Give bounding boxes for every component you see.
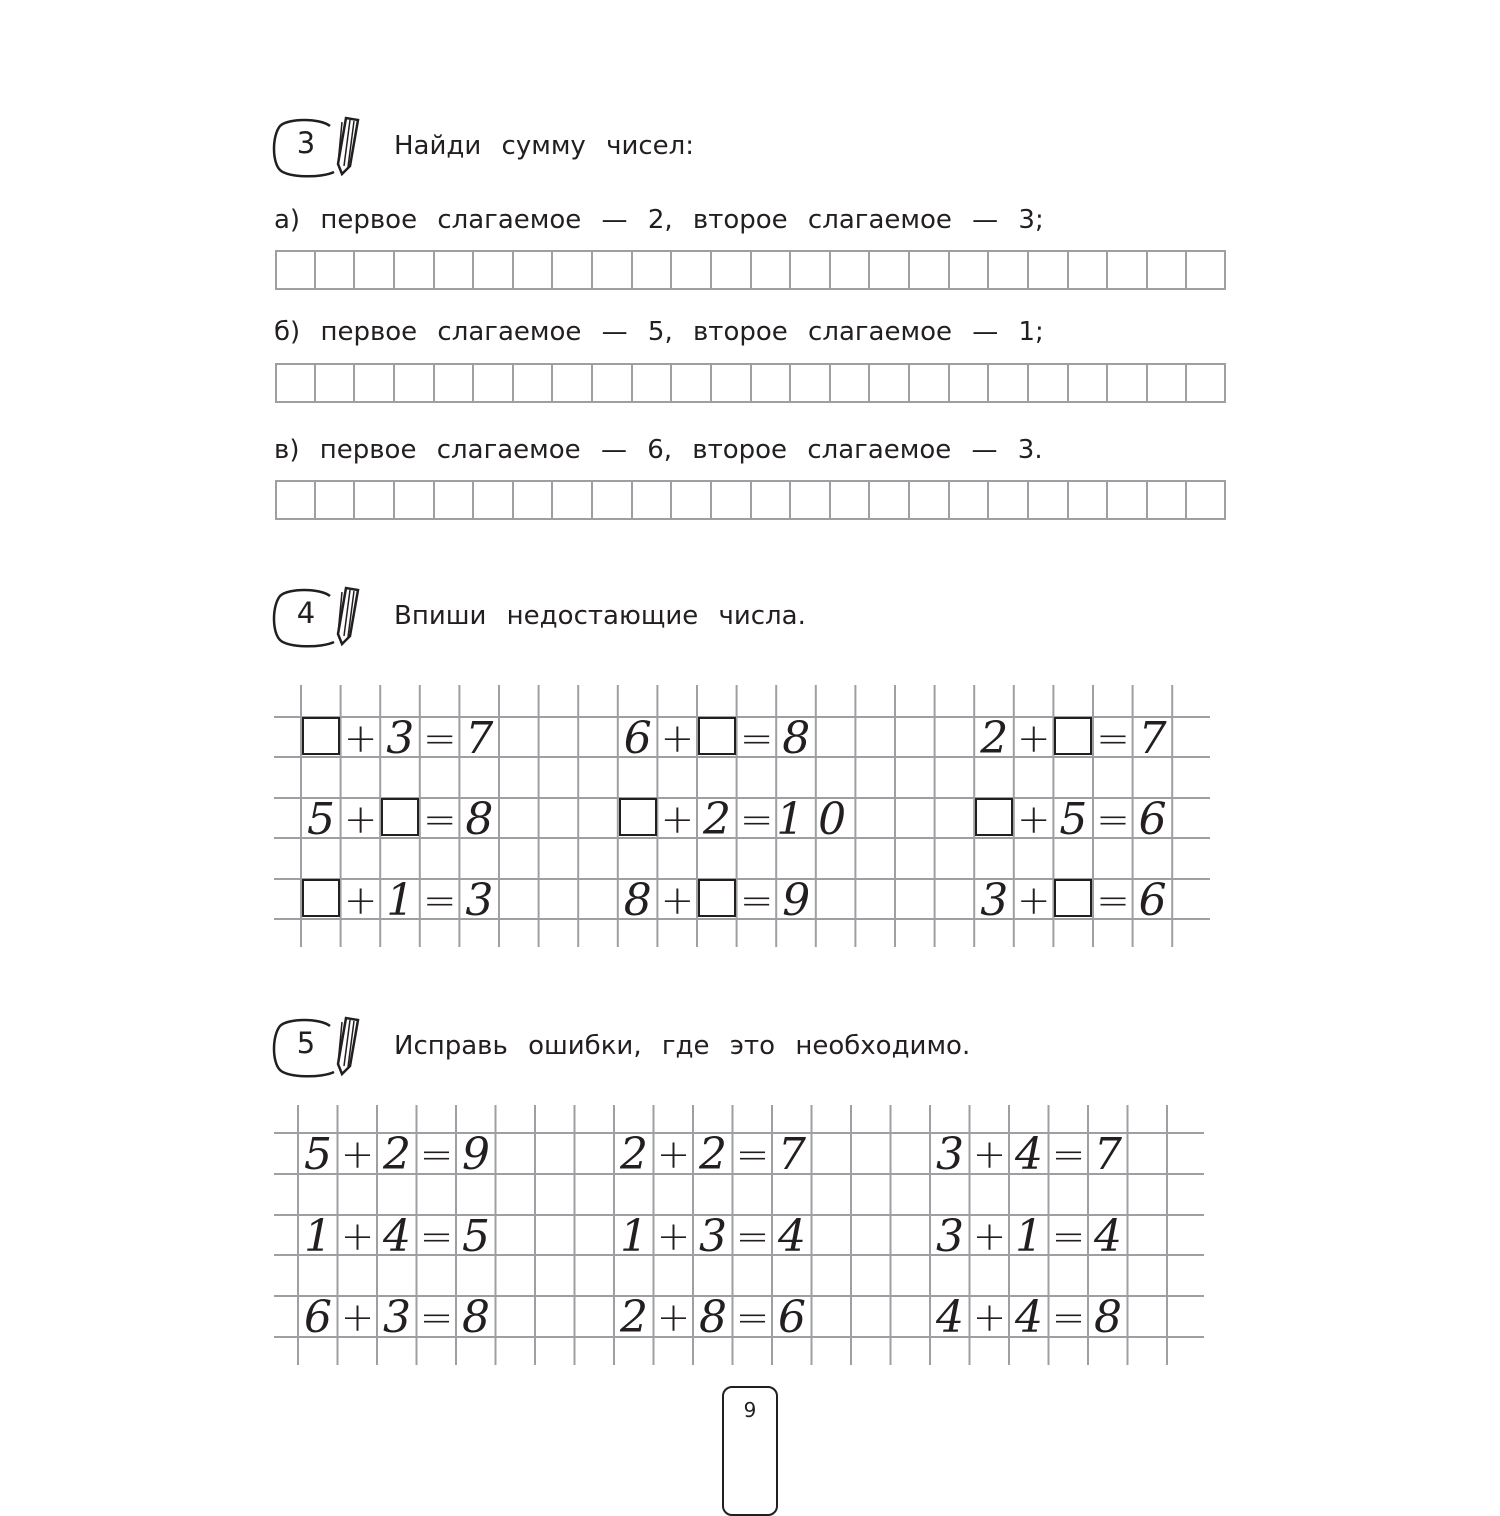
digit: 2 <box>980 713 1009 764</box>
plus-sign: + <box>972 1132 1007 1178</box>
answer-cells-b[interactable] <box>275 363 1226 403</box>
digit: 3 <box>465 875 494 926</box>
equation <box>298 1129 535 1180</box>
digit: 7 <box>1094 1129 1122 1180</box>
equals-sign: = <box>423 716 457 762</box>
plus-sign: + <box>340 1214 375 1260</box>
equation <box>618 875 856 926</box>
task-3-header <box>272 112 1172 184</box>
answer-box[interactable] <box>698 717 736 755</box>
digit: 9 <box>782 875 811 926</box>
plus-sign: + <box>1017 878 1051 924</box>
answer-box[interactable] <box>1054 717 1092 755</box>
task-4-grid <box>274 685 1210 947</box>
digit: 5 <box>307 794 335 845</box>
digit: 2 <box>699 1129 727 1180</box>
plus-sign: + <box>340 1295 375 1341</box>
digit: 4 <box>778 1211 806 1262</box>
equation <box>301 713 539 764</box>
equals-sign: = <box>739 878 774 924</box>
digit: 4 <box>1015 1292 1043 1343</box>
digit: 4 <box>1015 1129 1043 1180</box>
task-3-item-a: а) первое слагаемое — 2, второе слагаемое — 3; <box>274 205 1044 235</box>
equation <box>930 1292 1167 1343</box>
digit: 8 <box>699 1292 727 1343</box>
plus-sign: + <box>972 1214 1007 1260</box>
digit: 4 <box>1094 1211 1122 1262</box>
equals-sign: = <box>1051 1132 1086 1178</box>
digit: 3 <box>699 1211 727 1262</box>
digit: 8 <box>623 875 652 926</box>
task-number: 4 <box>296 596 316 630</box>
equals-sign: = <box>419 1214 454 1260</box>
equation <box>298 1211 535 1262</box>
digit: 6 <box>778 1292 806 1343</box>
digit: 10 <box>776 794 861 845</box>
equals-sign: = <box>735 1132 770 1178</box>
plus-sign: + <box>660 797 695 843</box>
equation <box>930 1211 1167 1262</box>
digit: 6 <box>1138 875 1167 926</box>
answer-box[interactable] <box>619 798 657 836</box>
equation <box>301 794 539 845</box>
page-number-tab <box>722 1386 778 1516</box>
answer-cells-a[interactable] <box>275 250 1226 290</box>
digit: 8 <box>782 713 811 764</box>
equals-sign: = <box>419 1132 454 1178</box>
page-number: 9 <box>743 1398 757 1422</box>
digit: 5 <box>1059 794 1088 845</box>
digit: 3 <box>936 1211 964 1262</box>
digit: 7 <box>778 1129 806 1180</box>
task-title: Исправь ошибки, где это необходимо. <box>394 1031 971 1061</box>
digit: 6 <box>1138 794 1167 845</box>
digit: 2 <box>383 1129 411 1180</box>
plus-sign: + <box>660 878 695 924</box>
equals-sign: = <box>423 797 457 843</box>
equals-sign: = <box>739 797 774 843</box>
equation <box>618 713 856 764</box>
equation <box>614 1292 851 1343</box>
digit: 8 <box>462 1292 490 1343</box>
digit: 6 <box>304 1292 332 1343</box>
plus-sign: + <box>343 797 378 843</box>
equation <box>974 713 1212 764</box>
digit: 2 <box>620 1129 648 1180</box>
digit: 8 <box>1094 1292 1122 1343</box>
digit: 9 <box>462 1129 490 1180</box>
digit: 3 <box>936 1129 964 1180</box>
digit: 1 <box>620 1211 648 1262</box>
equals-sign: = <box>1096 878 1130 924</box>
plus-sign: + <box>340 1132 375 1178</box>
answer-box[interactable] <box>1054 879 1092 917</box>
plus-sign: + <box>1017 716 1051 762</box>
digit: 8 <box>465 794 494 845</box>
equals-sign: = <box>419 1295 454 1341</box>
answer-box[interactable] <box>698 879 736 917</box>
equation <box>974 875 1212 926</box>
digit: 6 <box>623 713 652 764</box>
plus-sign: + <box>660 716 695 762</box>
digit: 7 <box>465 713 494 764</box>
equals-sign: = <box>423 878 457 924</box>
digit: 2 <box>620 1292 648 1343</box>
equals-sign: = <box>739 716 774 762</box>
plus-sign: + <box>656 1214 691 1260</box>
plus-sign: + <box>343 716 378 762</box>
equation <box>301 875 539 926</box>
equation <box>618 794 861 845</box>
task-5-grid <box>274 1105 1204 1365</box>
plus-sign: + <box>1017 797 1051 843</box>
equation <box>614 1211 851 1262</box>
digit: 2 <box>702 794 731 845</box>
digit: 1 <box>1015 1211 1043 1262</box>
task-number: 5 <box>296 1026 316 1060</box>
digit: 5 <box>462 1211 490 1262</box>
equation <box>974 794 1212 845</box>
equation <box>614 1129 851 1180</box>
digit: 4 <box>383 1211 411 1262</box>
digit: 1 <box>304 1211 332 1262</box>
equation <box>930 1129 1167 1180</box>
equation <box>298 1292 535 1343</box>
plus-sign: + <box>656 1132 691 1178</box>
plus-sign: + <box>972 1295 1007 1341</box>
task-title: Найди сумму чисел: <box>394 131 695 161</box>
answer-box[interactable] <box>975 798 1013 836</box>
digit: 4 <box>936 1292 964 1343</box>
answer-cells-c[interactable] <box>275 480 1226 520</box>
answer-box[interactable] <box>381 798 419 836</box>
digit: 5 <box>304 1129 332 1180</box>
answer-box[interactable] <box>302 717 340 755</box>
equals-sign: = <box>1096 716 1130 762</box>
answer-box[interactable] <box>302 879 340 917</box>
digit: 3 <box>386 713 415 764</box>
equals-sign: = <box>1051 1295 1086 1341</box>
equals-sign: = <box>735 1214 770 1260</box>
task-4-header <box>272 582 1172 654</box>
digit: 1 <box>386 875 415 926</box>
task-3-item-c: в) первое слагаемое — 6, второе слагаемое — 3. <box>274 435 1043 465</box>
equals-sign: = <box>1051 1214 1086 1260</box>
task-title: Впиши недостающие числа. <box>394 601 806 631</box>
plus-sign: + <box>656 1295 691 1341</box>
equals-sign: = <box>735 1295 770 1341</box>
task-3-item-b: б) первое слагаемое — 5, второе слагаемое — 1; <box>274 317 1044 347</box>
digit: 3 <box>383 1292 411 1343</box>
equals-sign: = <box>1096 797 1130 843</box>
task-5-header <box>272 1012 1172 1084</box>
task-number: 3 <box>296 126 316 160</box>
digit: 7 <box>1138 713 1167 764</box>
digit: 3 <box>980 875 1009 926</box>
plus-sign: + <box>343 878 378 924</box>
